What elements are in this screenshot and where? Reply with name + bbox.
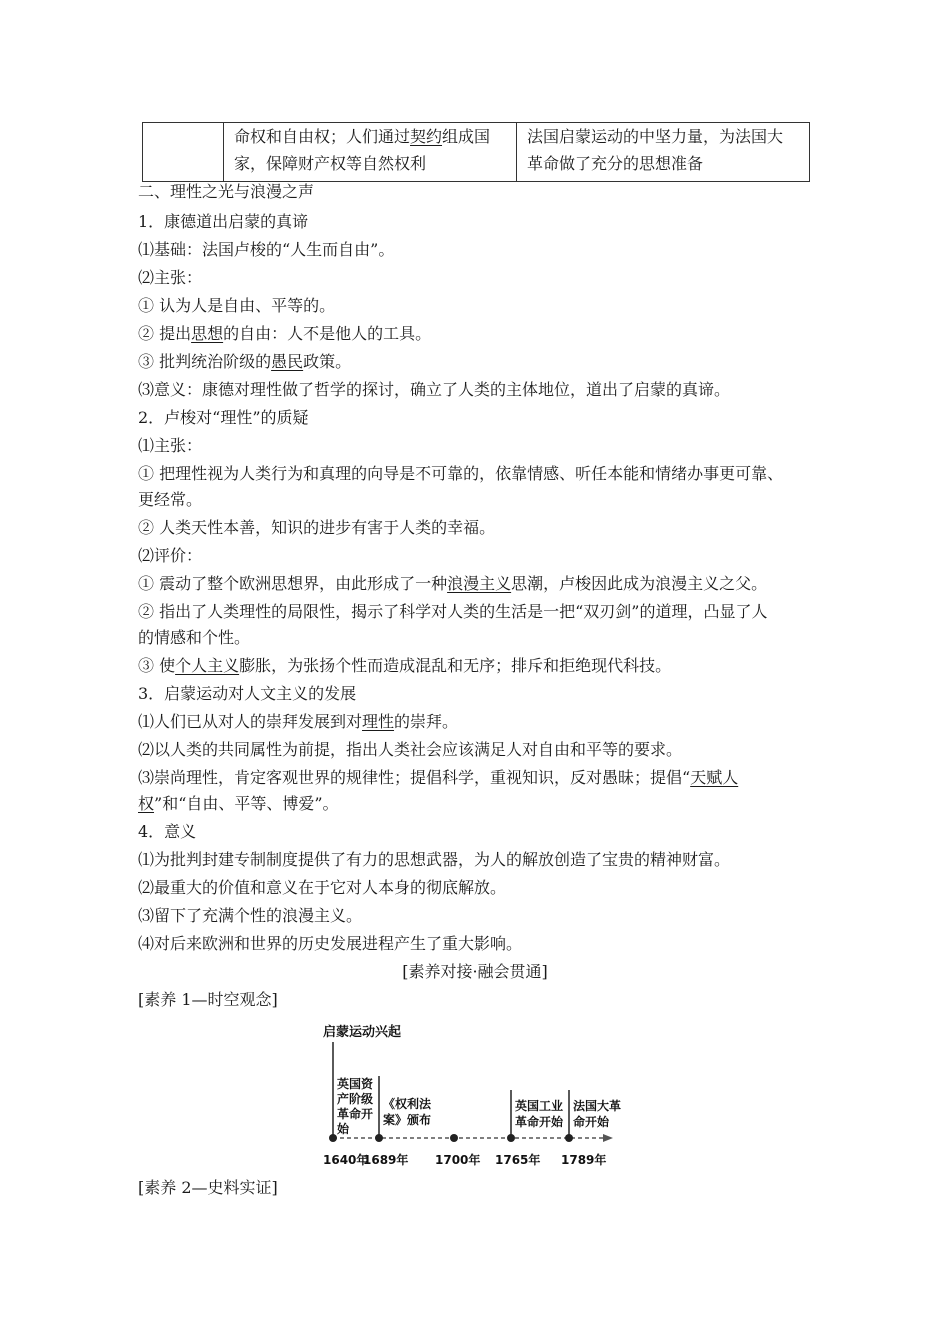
event-label: 产阶级 [337,1092,374,1106]
timeline-point [329,1134,337,1142]
timeline-point [450,1134,458,1142]
development-heading: 3．启蒙运动对人文主义的发展 [138,684,357,703]
rousseau-claim-1-cont: 更经常。 [138,490,203,509]
summary-table [142,122,810,182]
year-label: 1640年 [323,1153,369,1167]
literacy-banner: [素养对接·融会贯通] [402,962,548,981]
development-item-2: ⑵以人类的共同属性为前提，指出人类社会应该满足人对自由和平等的要求。 [138,740,683,759]
timeline-point [507,1134,515,1142]
event-label: 英国资 [337,1077,374,1091]
year-label: 1765年 [495,1153,541,1167]
kant-heading: 1．康德道出启蒙的真谛 [138,212,309,231]
rousseau-eval-label: ⑵评价： [138,546,203,565]
kant-claims-label: ⑵主张： [138,268,203,287]
significance-item-2: ⑵最重大的价值和意义在于它对人本身的彻底解放。 [138,878,507,897]
development-item-3-cont: 权”和“自由、平等、博爱”。 [138,794,339,813]
significance-item-4: ⑷对后来欧洲和世界的历史发展进程产生了重大影响。 [138,934,523,953]
event-label: 革命开 [337,1107,374,1121]
timeline-title: 启蒙运动兴起 [323,1025,402,1040]
rousseau-claim-1: ① 把理性视为人类行为和真理的向导是不可靠的，依靠情感、听任本能和情绪办事更可靠、 [138,464,784,483]
year-label: 1700年 [435,1153,481,1167]
rousseau-eval-2-cont: 的情感和个性。 [138,628,251,647]
literacy-item-1: [素养 1—时空观念] [138,990,278,1009]
significance-heading: 4．意义 [138,822,197,841]
rousseau-eval-2: ② 指出了人类理性的局限性，揭示了科学对人类的生活是一把“双刃剑”的道理，凸显了人 [138,602,768,621]
significance-item-3: ⑶留下了充满个性的浪漫主义。 [138,906,363,925]
table-row [143,123,810,182]
rousseau-claims-label: ⑴主张： [138,436,203,455]
timeline-arrow-icon [603,1134,613,1142]
kant-claim-1: ① 认为人是自由、平等的。 [138,296,336,315]
literacy-item-2: [素养 2—史料实证] [138,1178,278,1197]
event-label: 英国工业 [515,1099,564,1113]
year-label: 1689年 [363,1153,409,1167]
event-label: 《权利法 [383,1097,432,1111]
rousseau-eval-3: ③ 使个人主义膨胀，为张扬个性而造成混乱和无序；排斥和拒绝现代科技。 [138,656,672,675]
significance-item-1: ⑴为批判封建专制制度提供了有力的思想武器，为人的解放创造了宝贵的精神财富。 [138,850,731,869]
rousseau-eval-1: ① 震动了整个欧洲思想界，由此形成了一种浪漫主义思潮，卢梭因此成为浪漫主义之父。 [138,574,768,593]
event-label: 始 [337,1122,350,1136]
event-label: 法国大革 [573,1099,622,1113]
kant-basis: ⑴基础：法国卢梭的“人生而自由”。 [138,240,395,259]
development-item-3: ⑶崇尚理性，肯定客观世界的规律性；提倡科学，重视知识，反对愚昧；提倡“天赋人 [138,768,739,787]
year-label: 1789年 [561,1153,607,1167]
table-cell-significance: 法国启蒙运动的中坚力量，为法国大 革命做了充分的思想准备 [517,123,810,182]
kant-claim-3: ③ 批判统治阶级的愚民政策。 [138,352,352,371]
kant-meaning: ⑶意义：康德对理性做了哲学的探讨，确立了人类的主体地位，道出了启蒙的真谛。 [138,380,731,399]
development-item-1: ⑴人们已从对人的崇拜发展到对理性的崇拜。 [138,712,459,731]
rousseau-claim-2: ② 人类天性本善，知识的进步有害于人类的幸福。 [138,518,496,537]
rousseau-heading: 2．卢梭对“理性”的质疑 [138,408,309,427]
table-cell-content: 命权和自由权；人们通过契约组成国 家，保障财产权等自然权利 [224,123,517,182]
event-label: 命开始 [573,1115,610,1129]
section-heading: 二、理性之光与浪漫之声 [138,182,315,201]
timeline-diagram [315,1018,635,1178]
table-cell-empty [143,123,224,182]
timeline-point [565,1134,573,1142]
event-label: 革命开始 [515,1115,564,1129]
timeline-point [375,1134,383,1142]
event-label: 案》颁布 [383,1113,432,1127]
kant-claim-2: ② 提出思想的自由：人不是他人的工具。 [138,324,432,343]
